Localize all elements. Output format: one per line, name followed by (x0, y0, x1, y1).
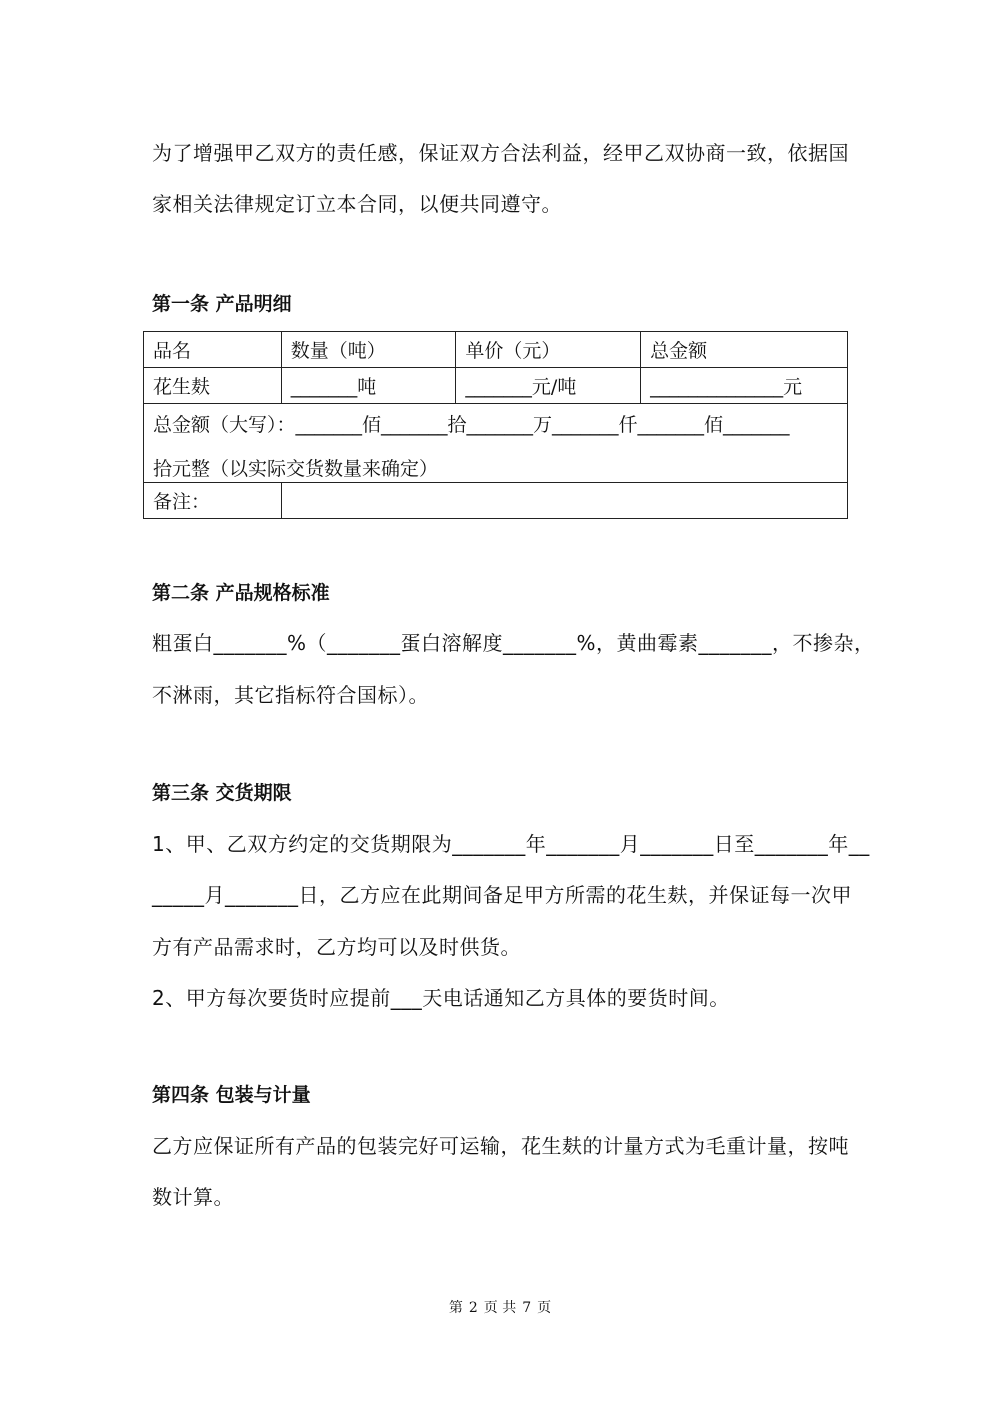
remark-row (144, 483, 848, 519)
intro-line-1: 为了增强甲乙双方的责任感，保证双方合法利益，经甲乙双协商一致，依据国 (152, 141, 849, 165)
article3-line-2: _____月_______日，乙方应在此期间备足甲方所需的花生麸，并保证每一次甲 (152, 883, 852, 907)
total-uppercase-row (144, 404, 848, 483)
table-header-row (144, 332, 848, 368)
total-uppercase-cell (144, 404, 848, 483)
cell-product-name: 花生麸 (144, 368, 282, 404)
article3-line-3: 方有产品需求时，乙方均可以及时供货。 (152, 935, 521, 959)
article4-line-2: 数计算。 (152, 1185, 234, 1209)
remark-value (281, 483, 847, 519)
article4-line-1: 乙方应保证所有产品的包装完好可运输，花生麸的计量方式为毛重计量，按吨 (152, 1134, 849, 1158)
total-uppercase-line-1: 总金额（大写）：_______佰_______拾_______万_______仟_______佰_______ (153, 414, 790, 436)
cell-total-amount: ______________元 (641, 368, 848, 404)
remark-label: 备注： (144, 483, 282, 519)
article2-line-2: 不淋雨，其它指标符合国标）。 (152, 683, 429, 707)
product-detail-table (143, 331, 848, 519)
header-product-name: 品名 (144, 332, 282, 368)
cell-quantity: _______吨 (281, 368, 456, 404)
table-row (144, 368, 848, 404)
header-total-amount: 总金额 (641, 332, 848, 368)
article3-line-4: 2、甲方每次要货时应提前___天电话通知乙方具体的要货时间。 (152, 986, 730, 1010)
article3-heading: 第三条 交货期限 (152, 782, 292, 804)
header-quantity: 数量（吨） (281, 332, 456, 368)
article3-line-1: 1、甲、乙双方约定的交货期限为_______年_______月_______日至_______年__ (152, 832, 870, 856)
article1-heading: 第一条 产品明细 (152, 293, 292, 315)
page-footer (0, 1297, 1000, 1317)
cell-unit-price: _______元/吨 (456, 368, 641, 404)
article2-line-1: 粗蛋白_______%（_______蛋白溶解度_______%，黄曲霉素_______，不掺杂， (152, 631, 875, 655)
article4-heading: 第四条 包装与计量 (152, 1084, 311, 1106)
footer-total-pages: 7 (522, 1300, 532, 1316)
footer-suffix: 页 (537, 1300, 552, 1316)
intro-line-2: 家相关法律规定订立本合同，以便共同遵守。 (152, 192, 562, 216)
footer-page-number: 2 (468, 1300, 478, 1316)
footer-prefix: 第 (448, 1300, 463, 1316)
footer-middle: 页 共 (483, 1300, 517, 1316)
header-unit-price: 单价（元） (456, 332, 641, 368)
article2-heading: 第二条 产品规格标准 (152, 582, 330, 604)
total-uppercase-line-2: 拾元整（以实际交货数量来确定） (153, 458, 439, 480)
